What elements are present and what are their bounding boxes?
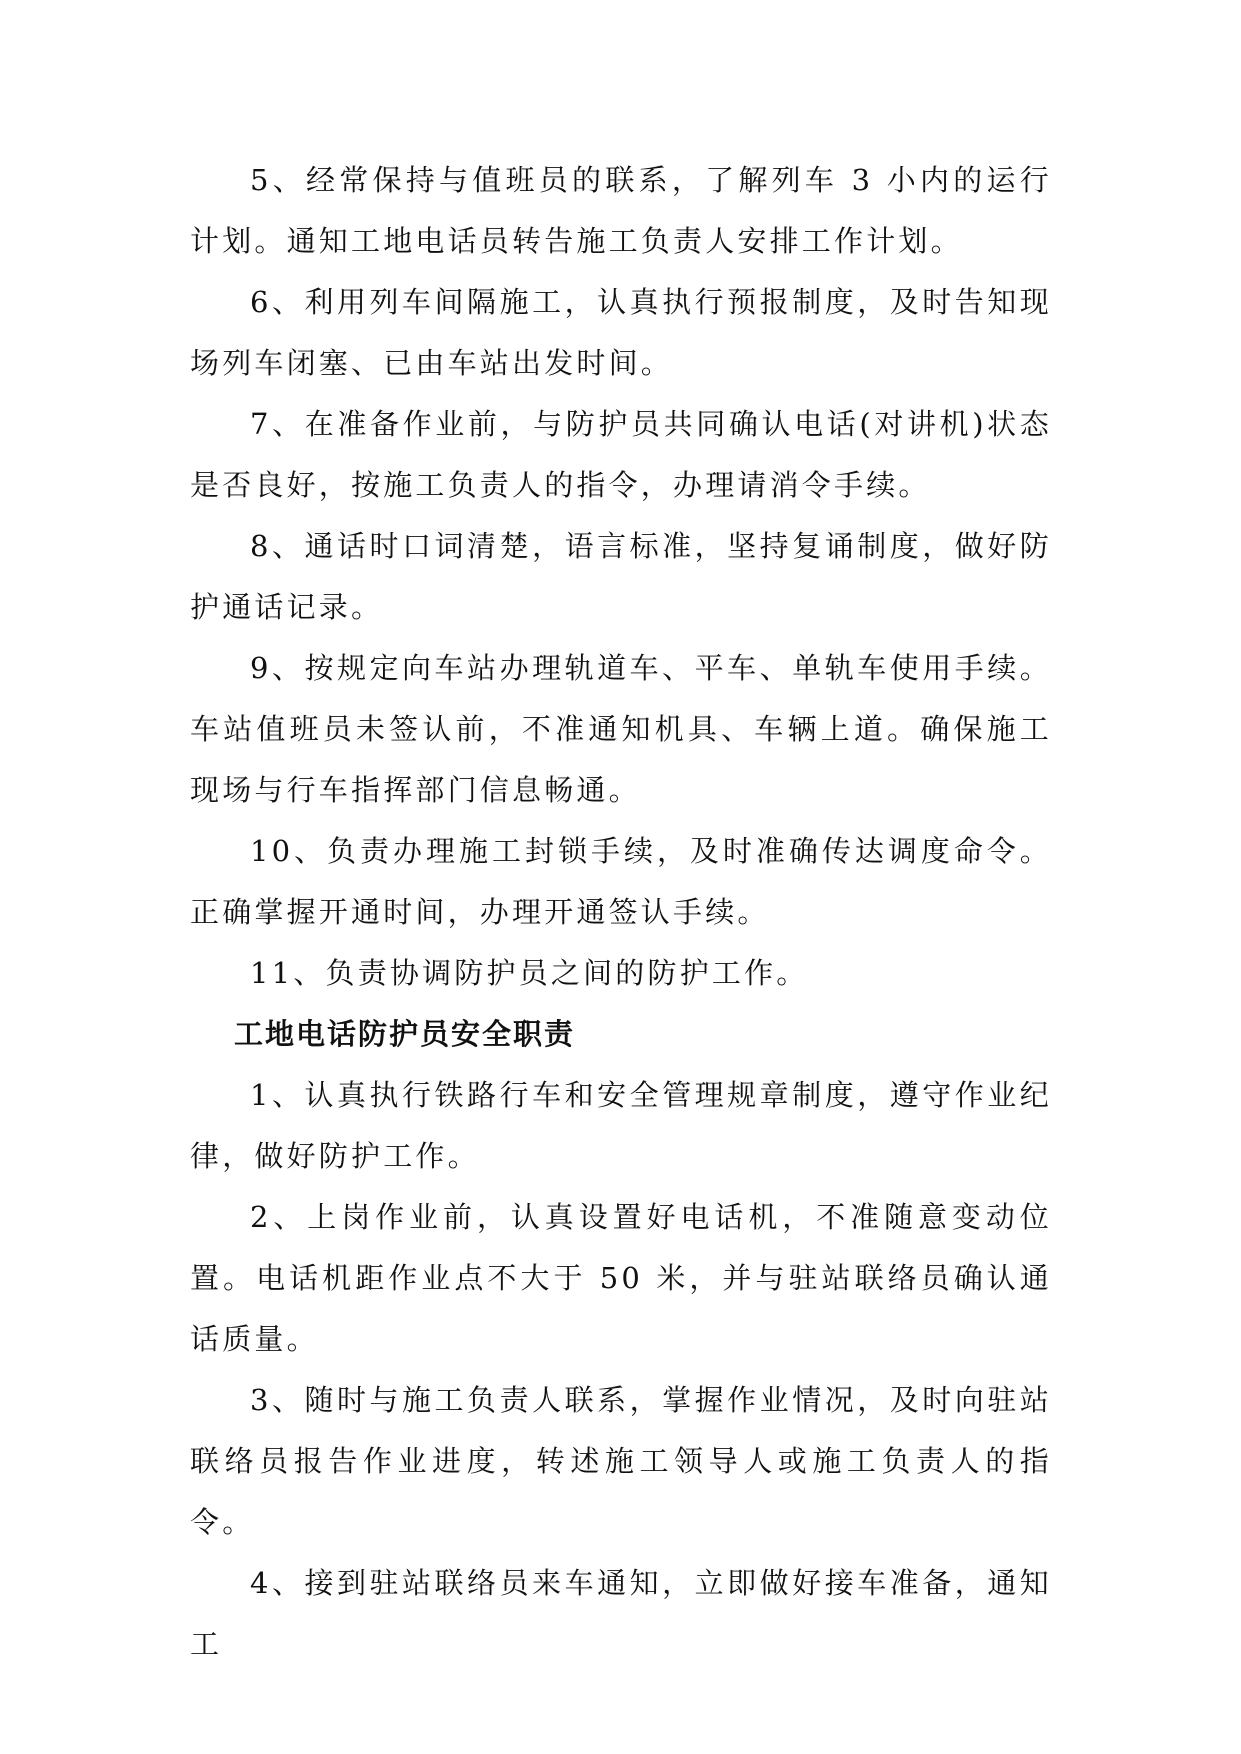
paragraph-6: 6、利用列车间隔施工，认真执行预报制度，及时告知现场列车闭塞、已由车站出发时间。 [190,285,1052,380]
duty-item-4: 4、接到驻站联络员来车通知，立即做好接车准备，通知工 [190,1566,1052,1661]
duty-item-2: 2、上岗作业前，认真设置好电话机，不准随意变动位置。电话机距作业点不大于 50 米，并与驻站联络员确认通话质量。 [190,1200,1052,1356]
duty-item-3: 3、随时与施工负责人联系，掌握作业情况，及时向驻站联络员报告作业进度，转述施工领导人或施工负责人的指令。 [190,1383,1052,1539]
paragraph-5: 5、经常保持与值班员的联系，了解列车 3 小内的运行计划。通知工地电话员转告施工负责人安排工作计划。 [190,163,1052,258]
document-body [190,150,1052,1675]
paragraph-8: 8、通话时口词清楚，语言标准，坚持复诵制度，做好防护通话记录。 [190,529,1052,624]
duty-item-1: 1、认真执行铁路行车和安全管理规章制度，遵守作业纪律，做好防护工作。 [190,1078,1052,1173]
paragraph-7: 7、在准备作业前，与防护员共同确认电话(对讲机)状态是否良好，按施工负责人的指令，办理请消令手续。 [190,407,1052,502]
paragraph-11: 11、负责协调防护员之间的防护工作。 [250,956,809,990]
paragraph-9: 9、按规定向车站办理轨道车、平车、单轨车使用手续。车站值班员未签认前，不准通知机具、车辆上道。确保施工现场与行车指挥部门信息畅通。 [190,651,1052,807]
section-heading: 工地电话防护员安全职责 [234,1017,576,1051]
paragraph-10: 10、负责办理施工封锁手续，及时准确传达调度命令。正确掌握开通时间，办理开通签认手续。 [190,834,1052,929]
